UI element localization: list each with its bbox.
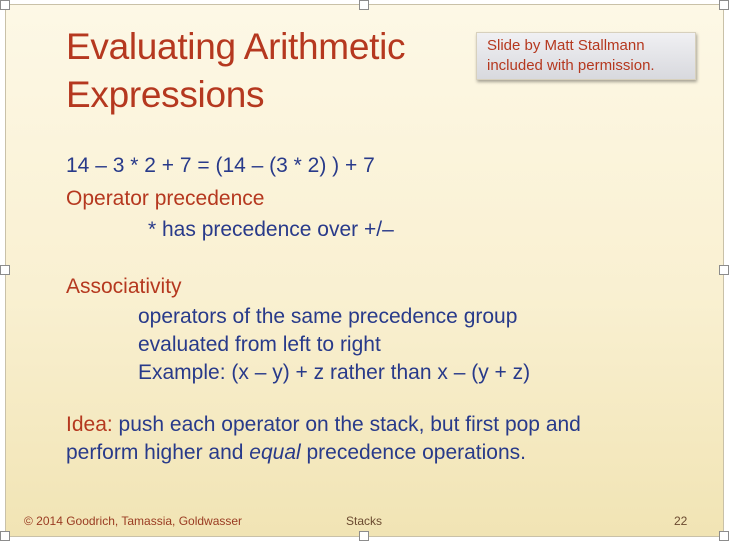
title-line-2: Expressions [66,74,265,115]
footer-page-number: 22 [674,514,688,528]
resize-handle-middle-right[interactable] [719,265,729,275]
resize-handle-top-right[interactable] [719,0,729,10]
associativity-example: Example: (x – y) + z rather than x – (y + z) [138,361,531,384]
resize-handle-bottom-center[interactable] [359,531,369,541]
idea-equal-emphasis: equal [249,441,301,464]
slide-title [66,23,466,119]
title-line-1: Evaluating Arithmetic [66,26,406,67]
resize-handle-top-center[interactable] [359,0,369,10]
attribution-box[interactable] [476,32,696,80]
resize-handle-top-left[interactable] [0,0,10,10]
associativity-heading: Associativity [66,275,182,298]
resize-handle-bottom-right[interactable] [719,531,729,541]
precedence-heading: Operator precedence [66,187,265,210]
equation-text: 14 – 3 * 2 + 7 = (14 – (3 * 2) ) + 7 [66,154,375,177]
idea-text-1: push each operator on the stack, but first pop and [112,413,581,436]
footer-topic: Stacks [346,514,383,528]
idea-text-2: perform higher and [66,441,250,464]
slide-canvas[interactable] [5,4,724,537]
idea-paragraph-line-1 [66,411,581,439]
idea-paragraph-line-2 [66,439,526,467]
attribution-line-1: Slide by Matt Stallmann [487,37,645,54]
idea-label: Idea: [66,413,113,436]
associativity-line-1: operators of the same precedence group [138,305,518,328]
attribution-line-2: included with permission. [487,57,655,74]
resize-handle-middle-left[interactable] [0,265,10,275]
footer-copyright: © 2014 Goodrich, Tamassia, Goldwasser [24,514,243,528]
idea-text-3: precedence operations. [300,441,526,464]
resize-handle-bottom-left[interactable] [0,531,10,541]
precedence-detail: * has precedence over +/– [148,218,394,241]
associativity-line-2: evaluated from left to right [138,333,381,356]
